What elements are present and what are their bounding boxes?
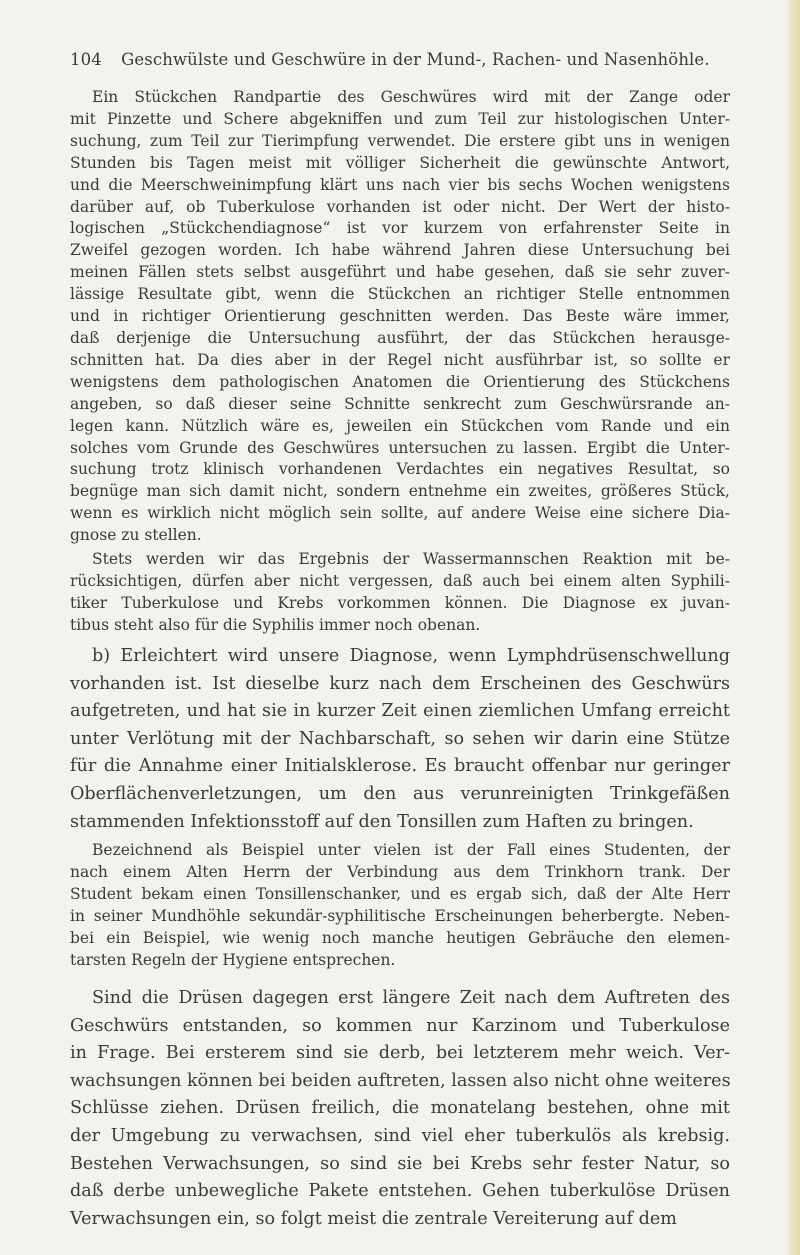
text-line: wenigstens dem pathologischen Anatomen die Orientierung des Stückchens [70, 372, 730, 391]
text-line: in seiner Mundhöhle sekundär-syphilitische Erscheinungen beherbergte. Neben- [70, 906, 730, 925]
text-line: solches vom Grunde des Geschwüres untersuchen zu lassen. Ergibt die Unter- [70, 438, 730, 457]
text-line: meinen Fällen stets selbst ausgeführt und habe gesehen, daß sie sehr zuver- [70, 263, 730, 282]
text-line: b) Erleichtert wird unsere Diagnose, wenn Lymphdrüsenschwellung [92, 646, 730, 666]
text-line: wenn es wirklich nicht möglich sein sollte, auf andere Weise eine sichere Dia- [70, 504, 730, 523]
text-line: legen kann. Nützlich wäre es, jeweilen ein Stückchen vom Rande und ein [70, 416, 730, 435]
text-line: der Umgebung zu verwachsen, sind viel eher tuberkulös als krebsig. [70, 1125, 730, 1146]
text-line: in Frage. Bei ersterem sind sie derb, bei letzterem mehr weich. Ver- [70, 1043, 730, 1064]
text-line: tarsten Regeln der Hygiene entsprechen. [70, 950, 396, 969]
text-line: Stets werden wir das Ergebnis der Wassermannschen Reaktion mit be- [92, 550, 730, 568]
text-line: bei ein Beispiel, wie wenig noch manche heutigen Gebräuche den elemen- [70, 928, 730, 947]
text-line: tiker Tuberkulose und Krebs vorkommen können. Die Diagnose ex juvan- [70, 593, 730, 612]
text-line: darüber auf, ob Tuberkulose vorhanden ist oder nicht. Der Wert der histo- [70, 197, 730, 216]
text-line: Student bekam einen Tonsillenschanker, und es ergab sich, daß der Alte Herr [70, 884, 730, 903]
text-line: Bestehen Verwachsungen, so sind sie bei Krebs sehr fester Natur, so [70, 1153, 730, 1174]
text-line: suchung, zum Teil zur Tierimpfung verwendet. Die erstere gibt uns in wenigen [70, 131, 730, 150]
paragraph-wassermann [70, 549, 730, 637]
text-line: Geschwürs entstanden, so kommen nur Karzinom und Tuberkulose [70, 1015, 730, 1036]
paragraph-druesen-verwachsung [70, 985, 730, 1233]
text-line: daß derjenige die Untersuchung ausführt, der das Stückchen herausge- [70, 328, 730, 347]
text-line: daß derbe unbewegliche Pakete entstehen. Gehen tuberkulöse Drüsen [70, 1181, 730, 1202]
text-line: rücksichtigen, dürfen aber nicht vergessen, daß auch bei einem alten Syphili- [70, 571, 730, 590]
text-line: Verwachsungen ein, so folgt meist die zentrale Vereiterung auf dem [70, 1208, 677, 1229]
text-line: aufgetreten, und hat sie in kurzer Zeit einen ziemlichen Umfang erreicht [70, 701, 730, 722]
page-number: 104 [70, 50, 102, 69]
text-line: Zweifel gezogen worden. Ich habe während Jahren diese Untersuchung bei [70, 241, 730, 260]
text-line: vorhanden ist. Ist dieselbe kurz nach dem Erscheinen des Geschwürs [70, 673, 730, 694]
running-title: Geschwülste und Geschwüre in der Mund-, Rachen- und Nasenhöhle. [121, 50, 710, 69]
text-line: und in richtiger Orientierung geschnitten werden. Das Beste wäre immer, [70, 307, 730, 326]
text-line: unter Verlötung mit der Nachbarschaft, so sehen wir darin eine Stütze [70, 728, 730, 749]
text-line: Schlüsse ziehen. Drüsen freilich, die monatelang bestehen, ohne mit [70, 1098, 730, 1119]
paragraph-lymphdruesen [70, 643, 730, 836]
text-line: wachsungen können bei beiden auftreten, lassen also nicht ohne weiteres [70, 1070, 731, 1091]
text-line: schnitten hat. Da dies aber in der Regel nicht ausführbar ist, so sollte er [70, 350, 730, 369]
text-line: tibus steht also für die Syphilis immer noch obenan. [70, 615, 481, 634]
text-line: und die Meerschweinimpfung klärt uns nach vier bis sechs Wochen wenigstens [70, 175, 730, 194]
text-line: Bezeichnend als Beispiel unter vielen ist der Fall eines Studenten, der [92, 841, 730, 859]
paragraph-beispiel-student [70, 840, 730, 971]
text-line: suchung trotz klinisch vorhandenen Verdachtes ein negatives Resultat, so [70, 460, 730, 479]
running-header [70, 50, 730, 69]
text-line: Stunden bis Tagen meist mit völliger Sicherheit die gewünschte Antwort, [70, 153, 730, 172]
text-line: angeben, so daß dieser seine Schnitte senkrecht zum Geschwürsrande an- [70, 394, 730, 413]
text-line: lässige Resultate gibt, wenn die Stückchen an richtiger Stelle entnommen [70, 285, 730, 304]
text-line: Oberflächenverletzungen, um den aus verunreinigten Trinkgefäßen [70, 783, 730, 804]
text-line: begnüge man sich damit nicht, sondern entnehme ein zweites, größeres Stück, [70, 482, 730, 501]
text-line: für die Annahme einer Initialsklerose. Es braucht offenbar nur geringer [70, 756, 730, 777]
text-line: nach einem Alten Herrn der Verbindung aus dem Trinkhorn trank. Der [70, 862, 730, 881]
paragraph-stueckchendiagnose [70, 87, 730, 547]
text-line: Ein Stückchen Randpartie des Geschwüres wird mit der Zange oder [92, 88, 730, 106]
text-line: logischen „Stückchendiagnose“ ist vor kurzem von erfahrenster Seite in [70, 219, 730, 238]
page-edge [786, 0, 800, 1255]
text-line: mit Pinzette und Schere abgekniffen und zum Teil zur histologischen Unter- [70, 109, 730, 128]
text-line: stammenden Infektionsstoff auf den Tonsillen zum Haften zu bringen. [70, 811, 694, 832]
text-line: Sind die Drüsen dagegen erst längere Zeit nach dem Auftreten des [92, 988, 730, 1008]
text-line: gnose zu stellen. [70, 526, 202, 545]
